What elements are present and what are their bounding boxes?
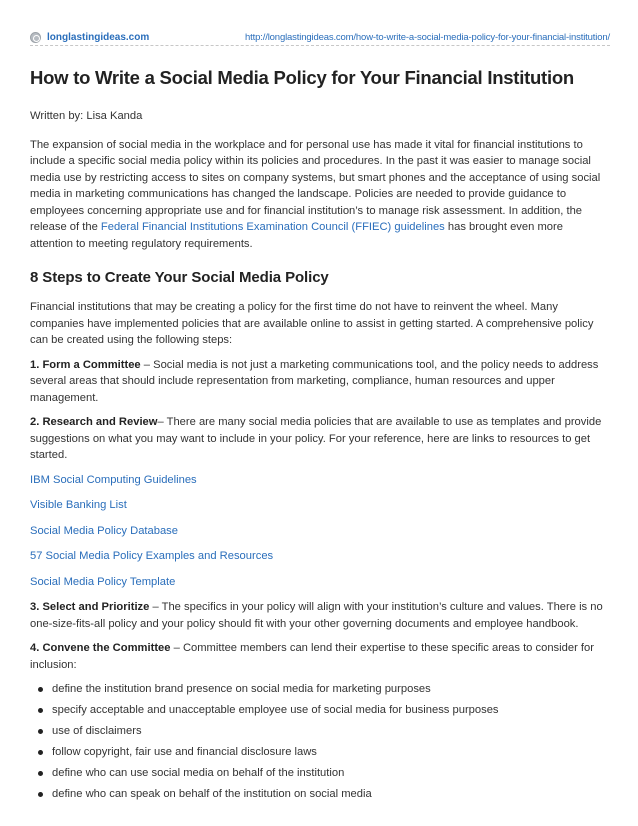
step-4-title: 4. Convene the Committee <box>30 642 171 654</box>
bullet-icon <box>38 792 43 797</box>
step-1-text: – Social media is not just a marketing communications tool, and the policy needs to address several areas that should include representation from marketing, compliance, human resources and upper management. <box>30 358 599 404</box>
page-url-link[interactable]: http://longlastingideas.com/how-to-write-a-social-media-policy-for-your-financial-institution/ <box>245 31 610 43</box>
step-2 <box>30 414 608 464</box>
list-item <box>30 786 608 803</box>
resource-link-policy-template[interactable] <box>30 574 608 591</box>
step-1 <box>30 357 608 407</box>
resource-link-text[interactable]: IBM Social Computing Guidelines <box>30 473 197 486</box>
article-body <box>30 66 608 807</box>
page-header <box>30 28 610 46</box>
bullet-icon <box>38 708 43 713</box>
step-3-text: – The specifics in your policy will align with your institution’s culture and values. There is no one-size-fits-all policy and your policy should fit with your other governing documents and employee handbook. <box>30 601 603 630</box>
resource-link-text[interactable]: Social Media Policy Database <box>30 524 178 537</box>
resource-link-text[interactable]: Visible Banking List <box>30 499 127 511</box>
list-item-text: use of disclaimers <box>52 725 142 737</box>
globe-icon <box>30 32 41 43</box>
list-item-text: define the institution brand presence on social media for marketing purposes <box>52 683 431 695</box>
bullet-icon <box>38 687 43 692</box>
list-item <box>30 702 608 719</box>
list-item <box>30 681 608 698</box>
step-3-title: 3. Select and Prioritize <box>30 601 150 613</box>
resource-link-ibm[interactable] <box>30 472 608 489</box>
bullet-icon <box>38 771 43 776</box>
intro-paragraph <box>30 137 608 253</box>
bullet-icon <box>38 750 43 755</box>
byline: Written by: Lisa Kanda <box>30 110 143 122</box>
article-title: How to Write a Social Media Policy for Your Financial Institution <box>30 67 574 88</box>
list-item <box>30 723 608 740</box>
step-2-title: 2. Research and Review <box>30 416 158 428</box>
resource-link-visible-banking[interactable] <box>30 497 608 514</box>
resource-link-57-examples[interactable] <box>30 548 608 565</box>
resource-link-text[interactable]: Social Media Policy Template <box>30 575 176 588</box>
intro-text-1: The expansion of social media in the workplace and for personal use has made it vital for financial institutions to include a specific social media policy within its policies and procedures. In the past it was easier to manage social media use by restricting access to sites on company systems, but smart phones and the acceptance of using social media in marketing communications has changed the landscape. Policies are needed to provide guidance to employees concerning appropriate use and for financial institution’s to manage risk assessment. In addition, the release of the <box>30 138 601 233</box>
step-4-text: – Committee members can lend their expertise to these specific areas to consider for inclusion: <box>30 642 594 671</box>
considerations-list <box>30 681 608 803</box>
list-item-text: specify acceptable and unacceptable employee use of social media for business purposes <box>52 704 499 716</box>
list-item <box>30 765 608 782</box>
step-3 <box>30 599 608 632</box>
header-divider <box>30 45 610 46</box>
bullet-icon <box>38 729 43 734</box>
step-1-title: 1. Form a Committee <box>30 358 141 371</box>
resource-link-text[interactable]: 57 Social Media Policy Examples and Resources <box>30 550 274 562</box>
list-item-text: define who can speak on behalf of the institution on social media <box>52 788 372 800</box>
site-name-link[interactable]: longlastingideas.com <box>47 31 150 43</box>
step-4 <box>30 640 608 673</box>
section-heading: 8 Steps to Create Your Social Media Policy <box>30 269 329 286</box>
ffiec-guidelines-link[interactable]: Federal Financial Institutions Examination Council (FFIEC) guidelines <box>100 221 445 233</box>
list-item-text: define who can use social media on behalf of the institution <box>52 767 345 779</box>
section-intro: Financial institutions that may be creating a policy for the first time do not have to reinvent the wheel. Many companies have implemented policies that are available online to assist in getting started. A comprehensive policy can be created using the following steps: <box>30 301 594 346</box>
list-item-text: follow copyright, fair use and financial disclosure laws <box>52 746 317 758</box>
resource-link-policy-database[interactable] <box>30 523 608 540</box>
step-2-text: – There are many social media policies that are available to use as templates and provide suggestions on what you may want to include in your policy. For your reference, here are links to resources to get started. <box>30 416 602 461</box>
list-item <box>30 744 608 761</box>
intro-text-2: has brought even more attention to meeting regulatory requirements. <box>30 221 563 250</box>
